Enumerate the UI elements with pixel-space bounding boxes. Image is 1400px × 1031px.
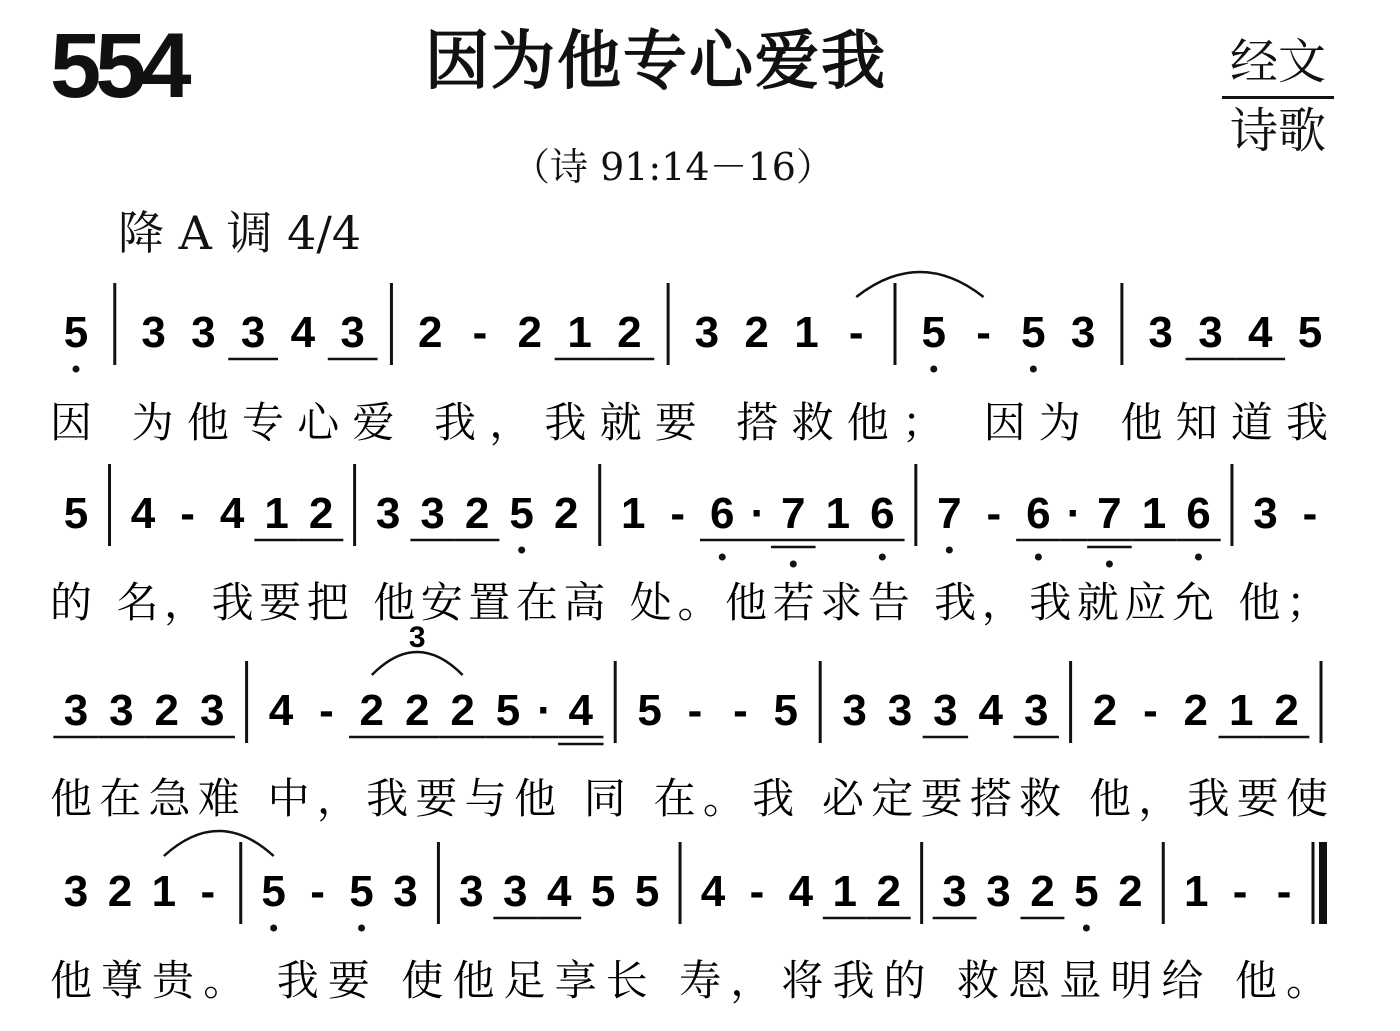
note-dash: - (1143, 686, 1158, 735)
note: 4 (700, 867, 726, 916)
note-dash: - (180, 489, 195, 538)
octave-dot (946, 547, 953, 554)
note: 1 (1183, 867, 1209, 916)
note: 4 (978, 686, 1004, 735)
note: 2 (464, 489, 490, 538)
note: 6 (1026, 489, 1051, 538)
note: 2 (517, 308, 543, 357)
note: 4 (219, 489, 245, 538)
note-dash: - (319, 686, 334, 735)
note: 4 (788, 867, 814, 916)
note-dash: - (749, 867, 765, 916)
note: 2 (1274, 686, 1299, 735)
note: 5 (495, 686, 521, 735)
note: 3 (109, 686, 134, 735)
note: 2 (450, 686, 475, 735)
note: 3 (240, 308, 266, 357)
note: 3 (887, 686, 913, 735)
hymn-title: 因为他专心爱我 (425, 25, 887, 99)
note-dash: - (976, 308, 991, 357)
lyric-line: 的 名，我要把 他安置在高 处。他若求告 我，我就应允 他； (50, 578, 1328, 627)
note: 5 (634, 867, 660, 916)
octave-dot (790, 561, 797, 568)
note: 5 (261, 867, 286, 916)
note: 3 (1253, 489, 1278, 538)
note: 5 (63, 308, 89, 357)
note: 7 (781, 489, 806, 538)
hymn-number: 554 (50, 15, 186, 117)
note-dash: - (986, 489, 1002, 538)
category-bottom: 诗歌 (1229, 103, 1326, 159)
note: 1 (794, 308, 819, 357)
octave-dot (1195, 554, 1202, 561)
note: 2 (107, 867, 133, 916)
note: 2 (154, 686, 180, 735)
note: 3 (1023, 686, 1049, 735)
note-dot: · (750, 489, 766, 538)
note: 1 (825, 489, 851, 538)
octave-dot (1035, 554, 1042, 561)
note: 1 (151, 867, 177, 916)
note-dash: - (472, 308, 488, 357)
note: 2 (744, 308, 769, 357)
note: 1 (1228, 686, 1254, 735)
note: 1 (264, 489, 289, 538)
octave-dot (518, 547, 525, 554)
note: 1 (620, 489, 646, 538)
note: 3 (503, 867, 528, 916)
note: 5 (637, 686, 662, 735)
note: 5 (590, 867, 616, 916)
note-dot: · (1066, 489, 1082, 538)
note: 5 (1297, 308, 1323, 357)
note: 3 (141, 308, 166, 357)
note-dash: - (1276, 867, 1292, 916)
note: 3 (1198, 308, 1223, 357)
note-dash: - (1302, 489, 1318, 538)
note: 1 (567, 308, 592, 357)
note: 3 (199, 686, 225, 735)
note: 5 (63, 489, 89, 538)
note: 4 (130, 489, 156, 538)
note-dash: - (687, 686, 703, 735)
note: 3 (1070, 308, 1096, 357)
note: 2 (1183, 686, 1209, 735)
lyric-line: 他尊贵。 我要 使他足享长 寿，将我的 救恩显明给 他。 (50, 956, 1328, 1005)
note: 5 (921, 308, 947, 357)
note-dash: - (200, 867, 216, 916)
note: 3 (459, 867, 484, 916)
note: 3 (694, 308, 720, 357)
note: 6 (870, 489, 895, 538)
note: 3 (340, 308, 365, 357)
note-dot: · (537, 686, 552, 735)
note-dash: - (670, 489, 686, 538)
lyric-line: 他在急难 中，我要与他 同 在。我 必定要搭救 他，我要使 (50, 774, 1328, 823)
note: 4 (1247, 308, 1273, 357)
octave-dot (719, 554, 726, 561)
note: 2 (1118, 867, 1143, 916)
category-top: 经文 (1229, 34, 1326, 90)
note: 4 (268, 686, 294, 735)
note: 3 (63, 686, 89, 735)
slur (856, 272, 983, 297)
note: 2 (417, 308, 443, 357)
note: 5 (1074, 867, 1099, 916)
slur (164, 831, 274, 856)
key-and-meter: 降 A 调 4/4 (118, 206, 362, 260)
scripture-reference: （诗 91:14－16） (512, 145, 834, 189)
note: 2 (1030, 867, 1055, 916)
octave-dot (358, 925, 365, 932)
note-dash: - (1232, 867, 1248, 916)
note: 1 (1141, 489, 1167, 538)
note: 3 (420, 489, 445, 538)
octave-dot (879, 554, 886, 561)
note: 1 (832, 867, 858, 916)
tuplet-arc (372, 652, 463, 675)
note: 3 (942, 867, 967, 916)
note-dash: - (310, 867, 325, 916)
note: 2 (617, 308, 642, 357)
octave-dot (1106, 561, 1113, 568)
note: 3 (933, 686, 958, 735)
note: 3 (375, 489, 401, 538)
note: 5 (1021, 308, 1046, 357)
octave-dot (1030, 366, 1037, 373)
note: 3 (63, 867, 89, 916)
note: 6 (710, 489, 735, 538)
note-dash: - (848, 308, 864, 357)
note: 3 (842, 686, 867, 735)
octave-dot (270, 925, 277, 932)
note: 2 (876, 867, 901, 916)
octave-dot (1083, 925, 1090, 932)
note: 3 (191, 308, 216, 357)
note: 4 (290, 308, 316, 357)
note: 5 (773, 686, 799, 735)
note: 4 (546, 867, 572, 916)
octave-dot (73, 366, 80, 373)
octave-dot (930, 366, 937, 373)
tuplet-label: 3 (408, 621, 426, 654)
note: 6 (1186, 489, 1211, 538)
note: 2 (553, 489, 579, 538)
note: 7 (937, 489, 962, 538)
note: 2 (404, 686, 430, 735)
note: 4 (568, 686, 594, 735)
note: 2 (308, 489, 334, 538)
lyric-line: 因 为他专心爱 我，我就要 搭救他； 因为 他知道我 (50, 398, 1328, 447)
note: 7 (1097, 489, 1122, 538)
note: 5 (349, 867, 374, 916)
note: 3 (393, 867, 418, 916)
note: 3 (1148, 308, 1173, 357)
note-dash: - (733, 686, 748, 735)
note: 3 (986, 867, 1011, 916)
note: 2 (1092, 686, 1118, 735)
note: 5 (509, 489, 534, 538)
note: 2 (359, 686, 385, 735)
